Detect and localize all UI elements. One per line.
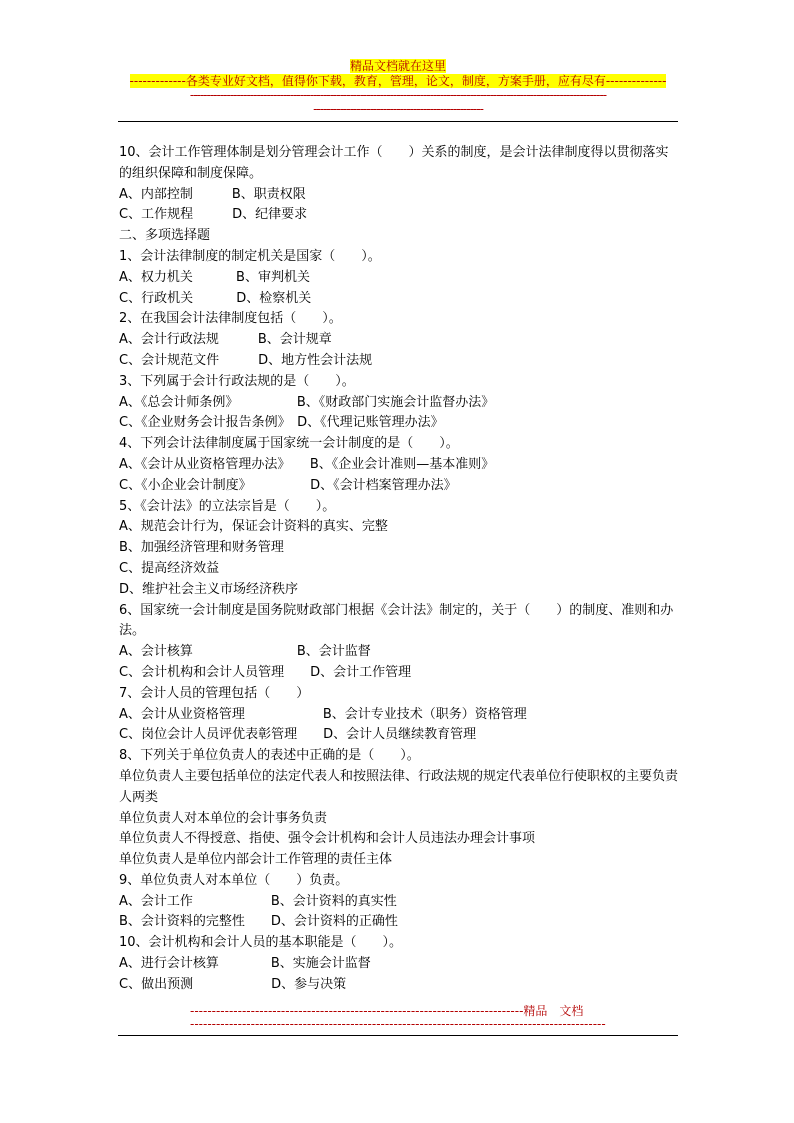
text-line: C、做出预测 D、参与决策: [119, 976, 347, 992]
text-line: 3、下列属于会计行政法规的是（ ）。: [119, 373, 355, 389]
text-line: 单位负责人是单位内部会计工作管理的责任主体: [119, 852, 393, 868]
document-body: [119, 143, 681, 996]
text-line: 9、单位负责人对本单位（ ）负责。: [119, 872, 349, 888]
text-line: D、维护社会主义市场经济秩序: [119, 581, 299, 597]
section-heading: 二、多项选择题: [119, 228, 211, 244]
text-line: C、工作规程 D、纪律要求: [119, 207, 308, 223]
header-tagline: -------------各类专业好文档，值得你下载，教育，管理，论文，制度，方案手册，应有尽有--------------: [129, 74, 667, 88]
text-line: A、会计行政法规 B、会计规章: [119, 332, 332, 348]
text-line: C、岗位会计人员评优表彰管理 D、会计人员继续教育管理: [119, 727, 477, 743]
text-line: 7、会计人员的管理包括（ ）: [119, 685, 310, 701]
text-line: 10、会计工作管理体制是划分管理会计工作（ ）关系的制度，是会计法律制度得以贯彻落实的组织保障和制度保障。: [119, 145, 669, 181]
header-rule: [118, 121, 678, 122]
text-line: A、会计核算 B、会计监督: [119, 644, 371, 660]
text-line: C、行政机关 D、检察机关: [119, 290, 312, 306]
text-line: A、规范会计行为，保证会计资料的真实、完整: [119, 519, 388, 535]
text-line: A、内部控制 B、职责权限: [119, 186, 306, 202]
text-line: 单位负责人不得授意、指使、强令会计机构和会计人员违法办理会计事项: [119, 831, 536, 847]
text-line: C、《企业财务会计报告条例》 D、《代理记账管理办法》: [119, 415, 444, 431]
text-line: A、《会计从业资格管理办法》 B、《企业会计准则—基本准则》: [119, 456, 495, 472]
text-line: 5、《会计法》的立法宗旨是（ ）。: [119, 498, 336, 514]
footer-line-2: ------------------------------------------------------------------------------------------------: [190, 1017, 606, 1031]
text-line: C、《小企业会计制度》 D、《会计档案管理办法》: [119, 477, 457, 493]
text-line: 4、下列会计法律制度属于国家统一会计制度的是（ ）。: [119, 436, 459, 452]
header-title: 精品文档就在这里: [349, 59, 446, 73]
text-line: B、会计资料的完整性 D、会计资料的正确性: [119, 914, 398, 930]
header-dash-line-1: -----------------------------------------------------------------------------------------------------------------------------: [189, 88, 607, 102]
text-line: 10、会计机构和会计人员的基本职能是（ ）。: [119, 935, 403, 951]
text-line: 2、在我国会计法律制度包括（ ）。: [119, 311, 342, 327]
text-line: 8、下列关于单位负责人的表述中正确的是（ ）。: [119, 748, 420, 764]
text-line: 单位负责人对本单位的会计事务负责: [119, 810, 328, 826]
text-line: C、会计机构和会计人员管理 D、会计工作管理: [119, 664, 412, 680]
text-line: C、会计规范文件 D、地方性会计法规: [119, 352, 373, 368]
text-line: A、权力机关 B、审判机关: [119, 269, 310, 285]
text-line: A、会计从业资格管理 B、会计专业技术（职务）资格管理: [119, 706, 527, 722]
text-line: C、提高经济效益: [119, 560, 220, 576]
text-line: A、会计工作 B、会计资料的真实性: [119, 893, 397, 909]
text-line: 6、国家统一会计制度是国务院财政部门根据《会计法》制定的，关于（ ）的制度、准则和办法。: [119, 602, 674, 639]
header-dash-line-2: ---------------------------------------------------: [313, 102, 483, 116]
footer-line-1: -----------------------------------------------------------------------------精品 文档: [190, 1004, 584, 1018]
text-line: 单位负责人主要包括单位的法定代表人和按照法律、行政法规的规定代表单位行使职权的主要负责人两类: [119, 768, 679, 805]
text-line: B、加强经济管理和财务管理: [119, 540, 284, 556]
text-line: A、进行会计核算 B、实施会计监督: [119, 956, 371, 972]
text-line: A、《总会计师条例》 B、《财政部门实施会计监督办法》: [119, 394, 495, 410]
text-line: 1、会计法律制度的制定机关是国家（ ）。: [119, 248, 381, 264]
footer-rule: [118, 1035, 678, 1036]
